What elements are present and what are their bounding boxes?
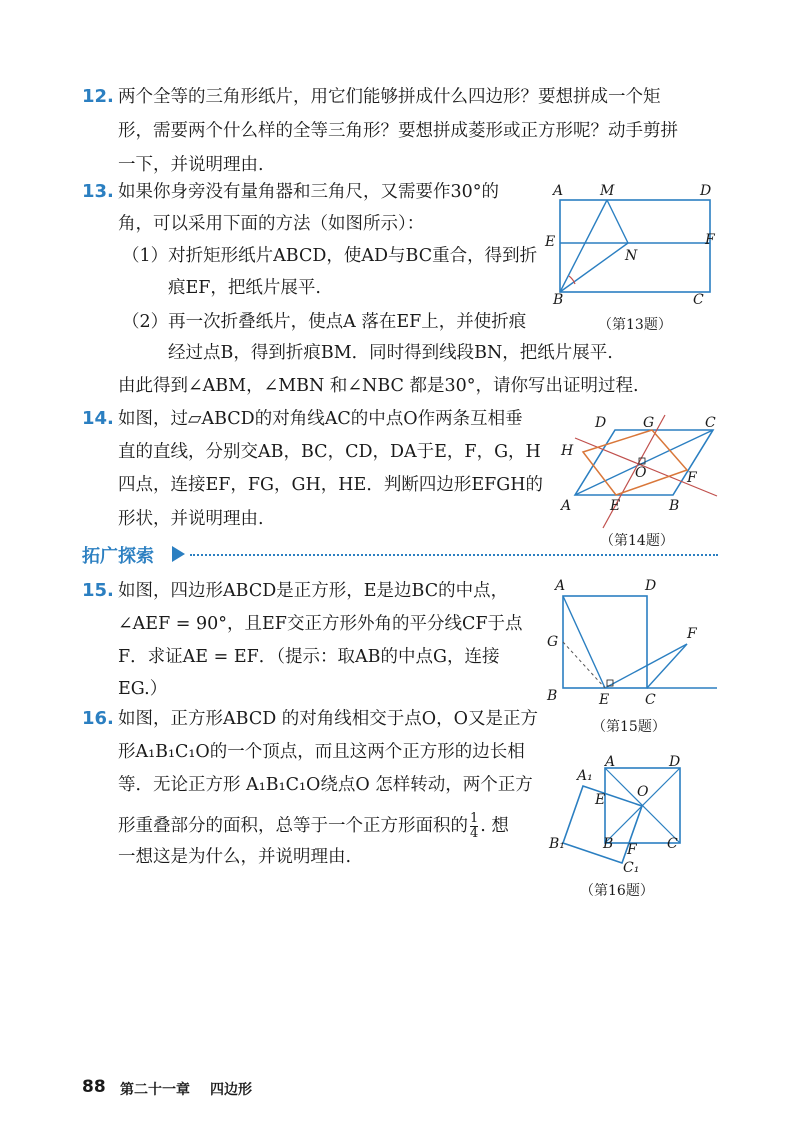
section-title: 拓广探索 [82, 546, 154, 567]
problem-14-line-3: 四点，连接EF，FG，GH，HE．判断四边形EFGH的 [118, 475, 543, 495]
fig13-label-N: N [625, 248, 638, 264]
fig16-label-A1: A₁ [577, 768, 593, 784]
fig13-label-A: A [553, 183, 564, 199]
problem-12-line-2: 形，需要两个什么样的全等三角形？要想拼成菱形或正方形呢？动手剪拼 [118, 121, 678, 141]
problem-14-number: 14. [82, 408, 114, 429]
problem-16-line-1: 如图，正方形ABCD 的对角线相交于点O，O又是正方 [118, 709, 538, 729]
fig15-label-D: D [645, 578, 657, 594]
fig16-label-O: O [637, 784, 649, 800]
problem-16-line-4-tail: . 想 [480, 816, 509, 836]
fig15-label-E: E [599, 692, 610, 708]
chapter-label: 第二十一章 [120, 1082, 190, 1098]
fraction-numerator: 1 [470, 811, 479, 826]
problem-14-line-1: 如图，过▱ABCD的对角线AC的中点O作两条互相垂 [118, 409, 523, 429]
fig15-label-F: F [687, 626, 697, 642]
figure-16-caption: （第16题） [580, 883, 654, 899]
section-arrow-icon [172, 546, 185, 562]
problem-16-line-3: 等．无论正方形 A₁B₁C₁O绕点O 怎样转动，两个正方 [118, 775, 533, 795]
fig13-label-C: C [693, 292, 704, 308]
fig13-label-F: F [705, 232, 715, 248]
problem-15-line-1: 如图，四边形ABCD是正方形，E是边BC的中点， [118, 581, 509, 601]
problem-15-number: 15. [82, 580, 114, 601]
figure-15-caption: （第15题） [592, 719, 666, 735]
figure-13-caption: （第13题） [598, 317, 672, 333]
problem-15-line-4: EG.） [118, 679, 168, 699]
problem-13-line-5: （2）再一次折叠纸片，使点A 落在EF上，并使折痕 [122, 312, 527, 332]
figure-16 [545, 754, 720, 878]
fig16-label-B1: B₁ [549, 836, 565, 852]
fig14-label-D: D [595, 415, 607, 431]
problem-13-number: 13. [82, 181, 114, 202]
page-number: 88 [82, 1077, 106, 1097]
fig16-label-B: B [603, 836, 614, 852]
problem-16-number: 16. [82, 708, 114, 729]
fig16-label-A: A [605, 754, 616, 770]
fig14-label-C: C [705, 415, 716, 431]
problem-13-line-3: （1）对折矩形纸片ABCD，使AD与BC重合，得到折 [122, 246, 538, 266]
figure-13 [545, 180, 725, 310]
fig13-label-B: B [553, 292, 564, 308]
problem-16-line-4-text: 形重叠部分的面积，总等于一个正方形面积的 [118, 816, 468, 836]
fig13-label-M: M [600, 183, 615, 199]
fraction-denominator: 4 [470, 826, 479, 841]
fig13-label-E: E [545, 234, 556, 250]
one-quarter-fraction [470, 812, 478, 841]
problem-12-number: 12. [82, 86, 114, 107]
fig14-label-H: H [561, 443, 574, 459]
fig14-label-A: A [561, 498, 572, 514]
problem-13-line-2: 角，可以采用下面的方法（如图所示）： [118, 214, 425, 234]
fig15-label-A: A [555, 578, 566, 594]
problem-12-line-1: 两个全等的三角形纸片，用它们能够拼成什么四边形？要想拼成一个矩 [118, 87, 661, 107]
fig16-label-F: F [627, 842, 637, 858]
problem-13-line-4: 痕EF，把纸片展平. [168, 278, 321, 298]
figure-15 [545, 578, 720, 708]
problem-14-line-2: 直的直线，分别交AB，BC，CD，DA于E，F，G，H [118, 442, 541, 462]
fig14-label-E: E [610, 498, 621, 514]
section-divider [190, 554, 718, 556]
fig16-label-D: D [669, 754, 681, 770]
problem-13-line-6: 经过点B，得到折痕BM．同时得到线段BN，把纸片展平. [168, 343, 613, 363]
problem-15-line-2: ∠AEF = 90°，且EF交正方形外角的平分线CF于点 [118, 614, 523, 634]
fig16-label-C: C [667, 836, 678, 852]
problem-14-line-4: 形状，并说明理由. [118, 509, 264, 529]
fig14-label-B: B [669, 498, 680, 514]
figure-14-caption: （第14题） [600, 533, 674, 549]
fig14-label-G: G [643, 415, 655, 431]
problem-13-line-7: 由此得到∠ABM，∠MBN 和∠NBC 都是30°，请你写出证明过程. [118, 376, 639, 396]
problem-16-line-5: 一想这是为什么，并说明理由. [118, 847, 352, 867]
fig14-label-O: O [635, 465, 647, 481]
problem-12-line-3: 一下，并说明理由. [118, 155, 264, 175]
fig15-label-C: C [645, 692, 656, 708]
fig13-label-D: D [700, 183, 712, 199]
fig14-label-F: F [687, 470, 697, 486]
fig16-label-C1: C₁ [623, 860, 640, 876]
problem-16-line-2: 形A₁B₁C₁O的一个顶点，而且这两个正方形的边长相 [118, 742, 525, 762]
figure-14 [555, 410, 725, 540]
fig16-label-E: E [595, 792, 606, 808]
fig15-label-B: B [547, 688, 558, 704]
problem-16-line-4 [118, 812, 509, 841]
chapter-title: 四边形 [210, 1082, 252, 1098]
problem-15-line-3: F．求证AE = EF．（提示：取AB的中点G，连接 [118, 647, 500, 667]
fig15-label-G: G [547, 634, 559, 650]
problem-13-line-1: 如果你身旁没有量角器和三角尺，又需要作30°的 [118, 182, 500, 202]
